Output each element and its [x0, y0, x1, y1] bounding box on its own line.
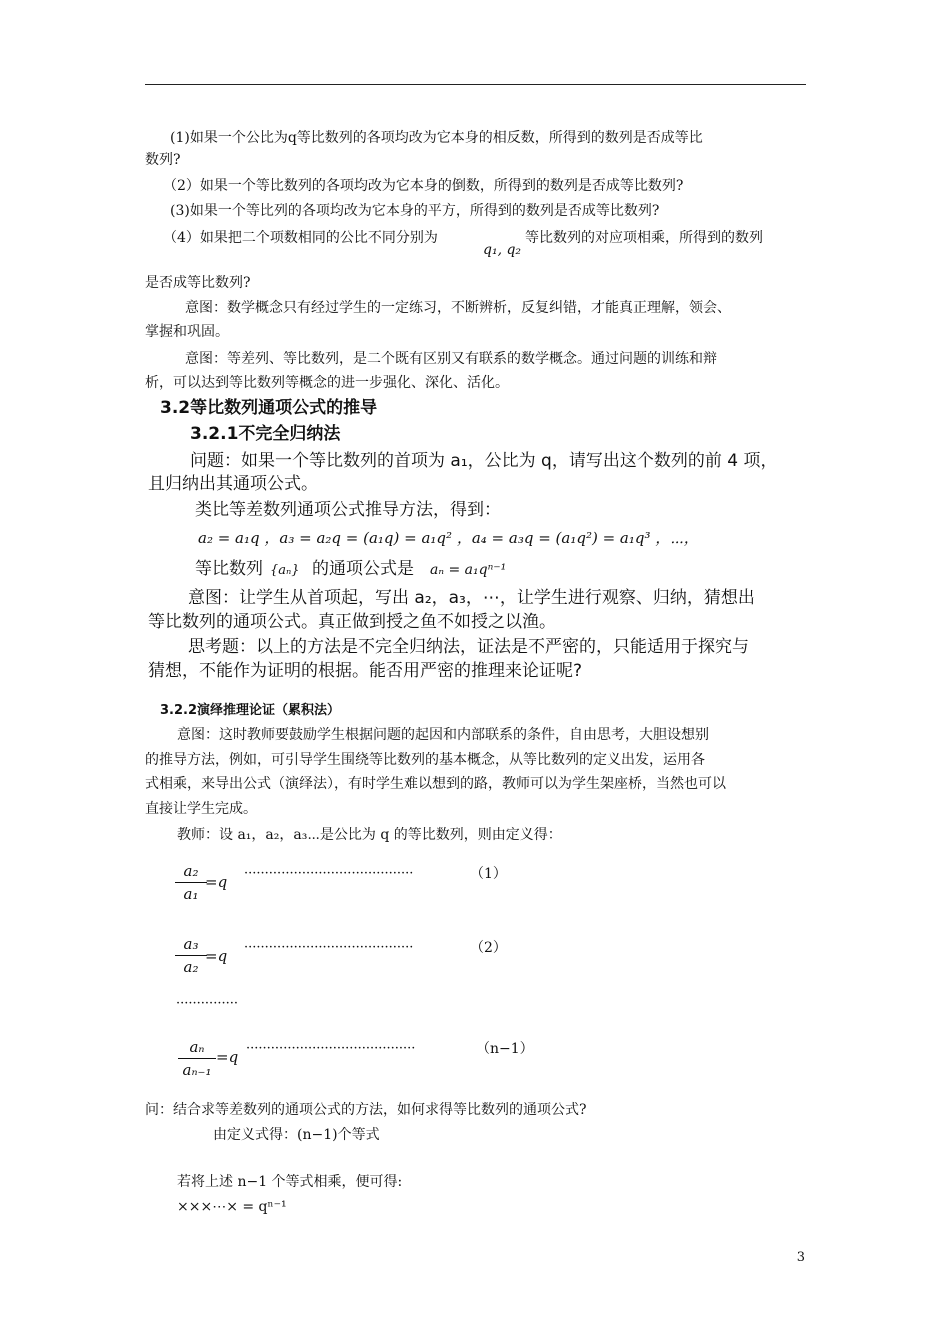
question-2: （2）如果一个等比数列的各项均改为它本身的倒数，所得到的数列是否成等比数列?	[163, 178, 684, 194]
thinking-question-cont: 猜想，不能作为证明的根据。能否用严密的推理来论证呢?	[148, 661, 583, 681]
fraction-a3-a2	[175, 935, 207, 976]
intent-3-cont: 等比数列的通项公式。真正做到授之鱼不如授之以渔。	[148, 612, 556, 632]
question-1-cont: 数列?	[145, 152, 181, 168]
intent-4-line2: 的推导方法，例如，可引导学生围绕等比数列的基本概念，从等比数列的定义出发，运用各	[145, 752, 705, 768]
equals-q: =q	[216, 1048, 239, 1066]
question-text: 问：结合求等差数列的通项公式的方法，如何求得等比数列的通项公式?	[145, 1102, 587, 1118]
intent-2-cont: 析，可以达到等比数列等概念的进一步强化、深化、活化。	[145, 375, 509, 391]
sequence-an-math: {aₙ}	[270, 563, 300, 578]
equation-tag-1: （1）	[470, 866, 507, 882]
thinking-question: 思考题：以上的方法是不完全归纳法，证法是不严密的，只能适用于探究与	[188, 637, 749, 657]
product-formula: ×××⋯× = qⁿ⁻¹	[177, 1199, 287, 1215]
question-1: (1)如果一个公比为q等比数列的各项均改为它本身的相反数，所得到的数列是否成等比	[170, 130, 703, 146]
intent-4-line3: 式相乘，来导出公式（演绎法），有时学生难以想到的路，教师可以为学生架座桥，当然也可以	[145, 776, 726, 792]
general-term-label: 等比数列	[195, 559, 263, 579]
section-3-2-heading: 3.2等比数列通项公式的推导	[160, 398, 378, 418]
leader-dots: ·········································	[246, 1041, 416, 1056]
question-3: (3)如果一个等比列的各项均改为它本身的平方，所得到的数列是否成等比数列?	[170, 203, 660, 219]
teacher-text: 教师：设 a₁，a₂，a₃⋯是公比为 q 的等比数列，则由定义得：	[177, 827, 562, 843]
general-term-text: 的通项公式是	[312, 559, 414, 579]
page-number: 3	[796, 1250, 805, 1265]
intent-1: 意图：数学概念只有经过学生的一定练习，不断辨析，反复纠错，才能真正理解，领会、	[185, 300, 731, 316]
fraction-denominator: aₙ₋₁	[182, 1061, 212, 1079]
fraction-numerator: a₂	[183, 862, 199, 880]
equals-q: =q	[205, 873, 228, 891]
ellipsis-dots: ···············	[176, 996, 238, 1011]
fraction-an-an-1	[178, 1038, 216, 1079]
intent-4: 意图：这时教师要鼓励学生根据问题的起因和内部联系的条件，自由思考，大胆设想别	[177, 727, 709, 743]
header-rule	[145, 84, 806, 85]
question-4-end: 是否成等比数列?	[145, 275, 251, 291]
problem-statement-cont: 且归纳出其通项公式。	[148, 474, 318, 494]
analogy-text: 类比等差数列通项公式推导方法，得到：	[195, 500, 501, 520]
q1-q2-math: q₁, q₂	[483, 242, 522, 258]
fraction-numerator: a₃	[183, 935, 199, 953]
formula-a2-a4: a₂ = a₁q ，a₃ = a₂q = (a₁q) = a₁q² ，a₄ = a₃q = (a₁q²) = a₁q³ ，⋯，	[198, 529, 699, 547]
fraction-a2-a1	[175, 862, 207, 903]
multiply-text: 若将上述 n−1 个等式相乘，便可得:	[177, 1174, 403, 1190]
equals-q: =q	[205, 947, 228, 965]
intent-2: 意图：等差列、等比数列，是二个既有区别又有联系的数学概念。通过问题的训练和辩	[185, 351, 717, 367]
fraction-numerator: aₙ	[189, 1038, 205, 1056]
question-4: （4）如果把二个项数相同的公比不同分别为	[163, 230, 438, 246]
section-3-2-2-heading: 3.2.2演绎推理论证（累积法）	[160, 703, 341, 718]
intent-4-line4: 直接让学生完成。	[145, 801, 257, 817]
fraction-denominator: a₁	[183, 885, 199, 903]
equation-tag-2: （2）	[470, 940, 507, 956]
intent-1-cont: 掌握和巩固。	[145, 324, 229, 340]
leader-dots: ·········································	[244, 866, 414, 881]
leader-dots: ·········································	[244, 940, 414, 955]
problem-statement: 问题：如果一个等比数列的首项为 a₁，公比为 q，请写出这个数列的前 4 项，	[190, 451, 778, 471]
section-3-2-1-heading: 3.2.1不完全归纳法	[190, 424, 341, 444]
fraction-denominator: a₂	[183, 958, 199, 976]
intent-3: 意图：让学生从首项起，写出 a₂，a₃，⋯，让学生进行观察、归纳，猜想出	[188, 588, 755, 608]
definition-text: 由定义式得：(n−1)个等式	[213, 1127, 380, 1143]
question-4-cont: 等比数列的对应项相乘，所得到的数列	[525, 230, 763, 246]
equation-tag-n-1: （n−1）	[476, 1041, 534, 1057]
general-term-formula: aₙ = a₁qⁿ⁻¹	[430, 562, 507, 578]
